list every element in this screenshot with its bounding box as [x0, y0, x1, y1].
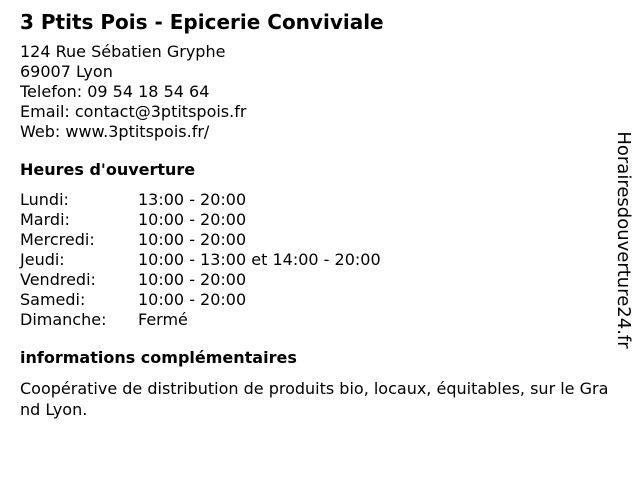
- day-label: Mardi:: [20, 210, 70, 229]
- day-label: Dimanche:: [20, 310, 107, 329]
- time-value: 10:00 - 13:00 et 14:00 - 20:00: [138, 250, 381, 269]
- address-line-city: 69007 Lyon: [20, 62, 113, 81]
- hours-row-tuesday: [20, 210, 610, 230]
- opening-hours-list: [20, 190, 610, 330]
- hours-row-sunday: [20, 310, 610, 330]
- day-label: Vendredi:: [20, 270, 96, 289]
- time-value: 10:00 - 20:00: [138, 230, 247, 249]
- hours-row-friday: [20, 270, 610, 290]
- day-label: Samedi:: [20, 290, 86, 309]
- hours-row-saturday: [20, 290, 610, 310]
- day-label: Lundi:: [20, 190, 69, 209]
- store-name: 3 Ptits Pois - Epicerie Conviviale: [20, 10, 384, 34]
- time-value: 10:00 - 20:00: [138, 210, 247, 229]
- hours-row-monday: [20, 190, 610, 210]
- day-label: Mercredi:: [20, 230, 95, 249]
- email-text: Email: contact@3ptitspois.fr: [20, 102, 247, 121]
- time-value: 10:00 - 20:00: [138, 270, 247, 289]
- opening-hours-heading: Heures d'ouverture: [20, 160, 196, 179]
- address-line-street: 124 Rue Sébatien Gryphe: [20, 42, 226, 61]
- time-value: Fermé: [138, 310, 188, 329]
- additional-info-text: Coopérative de distribution de produits bio, locaux, équitables, sur le Grand Lyon.: [20, 379, 609, 419]
- hours-row-thursday: [20, 250, 610, 270]
- time-value: 13:00 - 20:00: [138, 190, 247, 209]
- hours-row-wednesday: [20, 230, 610, 250]
- additional-info-heading: informations complémentaires: [20, 348, 297, 367]
- time-value: 10:00 - 20:00: [138, 290, 247, 309]
- web-text: Web: www.3ptitspois.fr/: [20, 122, 210, 141]
- day-label: Jeudi:: [20, 250, 65, 269]
- site-watermark: Horairesdouverture24.fr: [613, 131, 634, 349]
- store-details: [20, 8, 610, 420]
- phone-text: Telefon: 09 54 18 54 64: [20, 82, 210, 101]
